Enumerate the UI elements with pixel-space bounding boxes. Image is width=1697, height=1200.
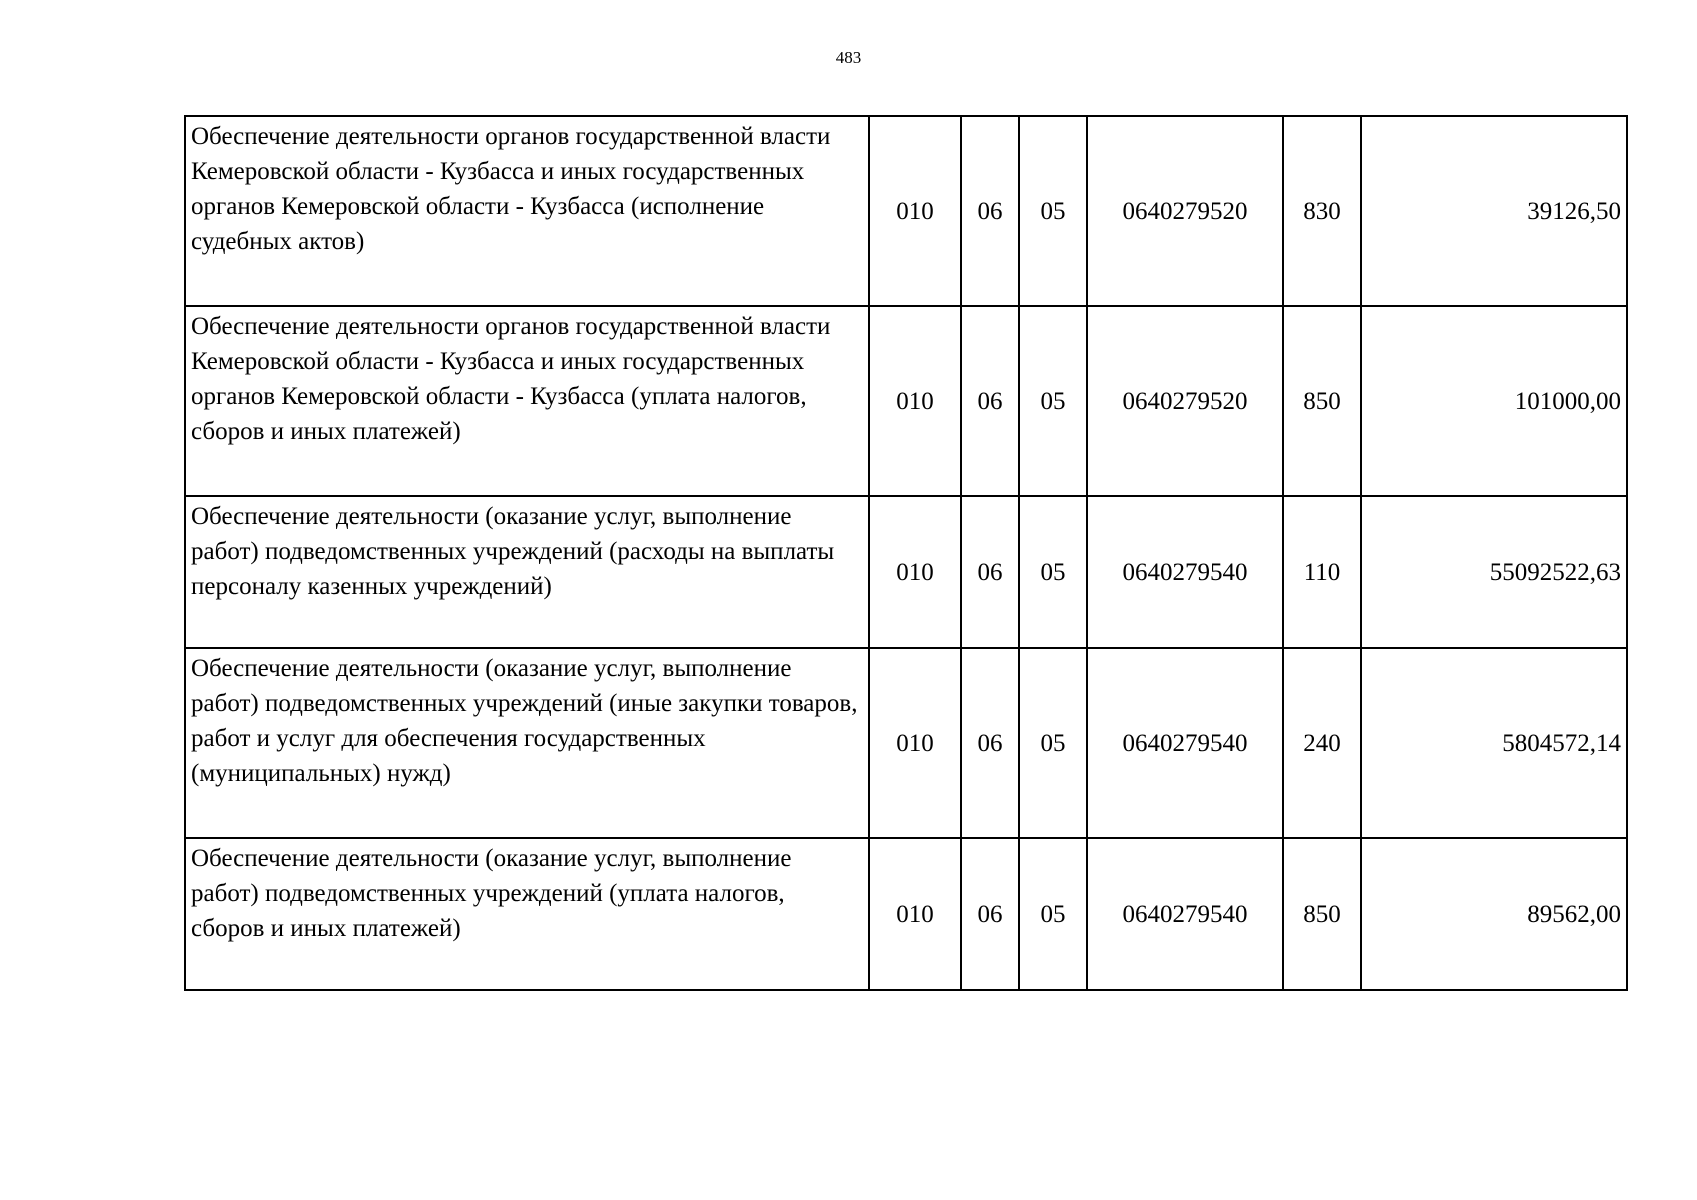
subsection-code: 05 <box>1019 838 1087 990</box>
row-description: Обеспечение деятельности (оказание услуг, выполнение работ) подведомственных учреждений (уплата налогов, сборов и иных платежей) <box>185 838 869 990</box>
table-row <box>185 116 1627 306</box>
subsection-code: 05 <box>1019 496 1087 648</box>
section-code: 06 <box>961 496 1019 648</box>
expense-type-code: 830 <box>1283 116 1361 306</box>
section-code: 06 <box>961 306 1019 496</box>
subsection-code: 05 <box>1019 306 1087 496</box>
subsection-code: 05 <box>1019 116 1087 306</box>
ministry-code: 010 <box>869 838 961 990</box>
subsection-code: 05 <box>1019 648 1087 838</box>
ministry-code: 010 <box>869 116 961 306</box>
budget-table <box>184 115 1628 991</box>
ministry-code: 010 <box>869 306 961 496</box>
target-article-code: 0640279540 <box>1087 838 1283 990</box>
row-description: Обеспечение деятельности органов государственной власти Кемеровской области - Кузбасса и иных государственных органов Кемеровской области - Кузбасса (уплата налогов, сборов и иных платежей) <box>185 306 869 496</box>
target-article-code: 0640279520 <box>1087 306 1283 496</box>
amount: 89562,00 <box>1361 838 1627 990</box>
row-description: Обеспечение деятельности (оказание услуг, выполнение работ) подведомственных учреждений (расходы на выплаты персоналу казенных учреждений) <box>185 496 869 648</box>
section-code: 06 <box>961 838 1019 990</box>
ministry-code: 010 <box>869 648 961 838</box>
ministry-code: 010 <box>869 496 961 648</box>
expense-type-code: 240 <box>1283 648 1361 838</box>
row-description: Обеспечение деятельности органов государственной власти Кемеровской области - Кузбасса и иных государственных органов Кемеровской области - Кузбасса (исполнение судебных актов) <box>185 116 869 306</box>
section-code: 06 <box>961 648 1019 838</box>
table-row <box>185 306 1627 496</box>
target-article-code: 0640279540 <box>1087 648 1283 838</box>
table-row <box>185 838 1627 990</box>
expense-type-code: 110 <box>1283 496 1361 648</box>
section-code: 06 <box>961 116 1019 306</box>
table-row <box>185 648 1627 838</box>
amount: 55092522,63 <box>1361 496 1627 648</box>
amount: 101000,00 <box>1361 306 1627 496</box>
amount: 39126,50 <box>1361 116 1627 306</box>
expense-type-code: 850 <box>1283 838 1361 990</box>
target-article-code: 0640279540 <box>1087 496 1283 648</box>
target-article-code: 0640279520 <box>1087 116 1283 306</box>
page-number: 483 <box>835 48 862 67</box>
row-description: Обеспечение деятельности (оказание услуг, выполнение работ) подведомственных учреждений (иные закупки товаров, работ и услуг для обеспечения государственных (муниципальных) нужд) <box>185 648 869 838</box>
table-row <box>185 496 1627 648</box>
expense-type-code: 850 <box>1283 306 1361 496</box>
amount: 5804572,14 <box>1361 648 1627 838</box>
